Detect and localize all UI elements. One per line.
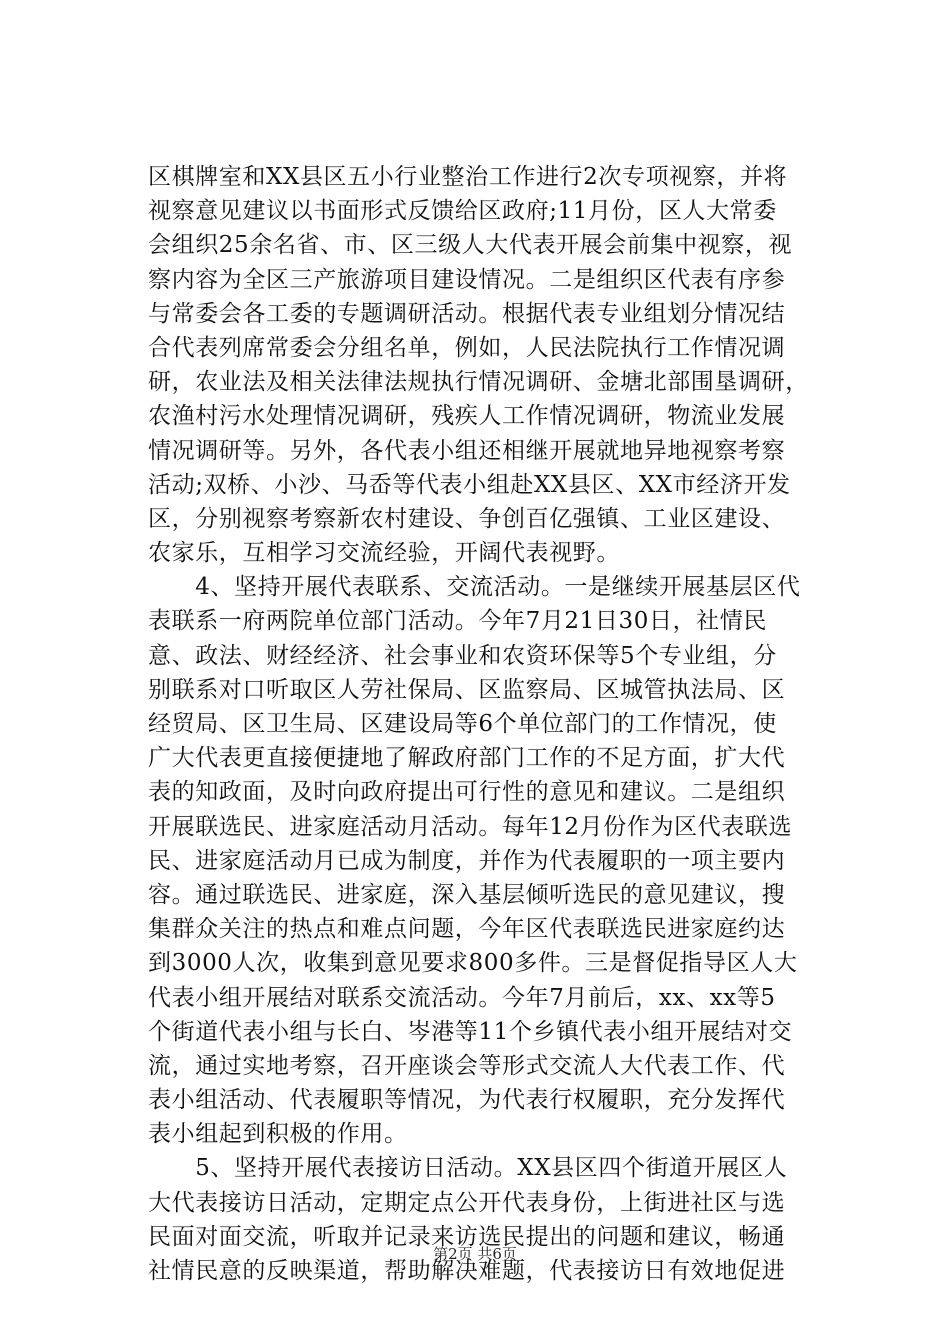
text-line: 民、进家庭活动月已成为制度，并作为代表履职的一项主要内: [148, 847, 786, 874]
text-line: 别联系对口听取区人劳社保局、区监察局、区城管执法局、区: [148, 676, 786, 703]
text-line: 开展联选民、进家庭活动月活动。每年12月份作为区代表联选: [148, 813, 793, 840]
text-line: 意、政法、财经经济、社会事业和农资环保等5个专业组，分: [148, 642, 777, 669]
text-line: 察内容为全区三产旅游项目建设情况。二是组织区代表有序参: [148, 266, 786, 293]
text-line: 4、坚持开展代表联系、交流活动。一是继续开展基层区代: [148, 574, 801, 601]
text-line: 集群众关注的热点和难点问题，今年区代表联选民进家庭约达: [148, 916, 786, 943]
text-line: 社情民意的反映渠道，帮助解决难题，代表接访日有效地促进: [148, 1258, 786, 1284]
text-line: 代表小组开展结对联系交流活动。今年7月前后，xx、xx等5: [148, 984, 776, 1011]
text-line: 到3000人次，收集到意见要求800多件。三是督促指导区人大: [148, 950, 798, 977]
page-footer: 第2页 共6页: [433, 1245, 517, 1263]
text-line: 农渔村污水处理情况调研，残疾人工作情况调研，物流业发展: [148, 403, 786, 430]
text-line: 容。通过联选民、进家庭，深入基层倾听选民的意见建议，搜: [148, 881, 786, 908]
text-line: 会组织25余名省、市、区三级人大代表开展会前集中视察，视: [148, 232, 793, 259]
text-line: 表的知政面，及时向政府提出可行性的意见和建议。二是组织: [148, 779, 786, 806]
text-line: 情况调研等。另外，各代表小组还相继开展就地异地视察考察: [148, 437, 786, 464]
text-line: 个街道代表小组与长白、岑港等11个乡镇代表小组开展结对交: [148, 1018, 793, 1045]
text-line: 区，分别视察考察新农村建设、争创百亿强镇、工业区建设、: [148, 505, 786, 532]
text-line: 与常委会各工委的专题调研活动。根据代表专业组划分情况结: [148, 300, 786, 327]
text-line: 广大代表更直接便捷地了解政府部门工作的不足方面，扩大代: [148, 745, 786, 772]
text-line: 农家乐，互相学习交流经验，开阔代表视野。: [148, 540, 620, 567]
text-line: 流，通过实地考察，召开座谈会等形式交流人大代表工作、代: [148, 1052, 786, 1079]
text-line: 大代表接访日活动，定期定点公开代表身份，上街进社区与选: [148, 1189, 786, 1216]
text-line: 表小组起到积极的作用。: [148, 1121, 408, 1148]
text-line: 活动;双桥、小沙、马岙等代表小组赴XX县区、XX市经济开发: [148, 471, 791, 498]
text-line: 经贸局、区卫生局、区建设局等6个单位部门的工作情况，使: [148, 711, 777, 737]
text-line: 研，农业法及相关法律法规执行情况调研、金塘北部围垦调研，: [148, 369, 809, 396]
text-line: 视察意见建议以书面形式反馈给区政府;11月份，区人大常委: [148, 198, 777, 225]
text-line: 表联系一府两院单位部门活动。今年7月21日30日，社情民: [148, 608, 767, 635]
document-body: [148, 160, 820, 1288]
text-line: 5、坚持开展代表接访日活动。XX县区四个街道开展区人: [148, 1155, 788, 1182]
text-line: 民面对面交流，听取并记录来访选民提出的问题和建议，畅通: [148, 1223, 786, 1250]
text-line: 区棋牌室和XX县区五小行业整治工作进行2次专项视察，并将: [148, 164, 788, 190]
text-line: 合代表列席常委会分组名单，例如，人民法院执行工作情况调: [148, 334, 786, 361]
text-line: 表小组活动、代表履职等情况，为代表行权履职，充分发挥代: [148, 1087, 786, 1114]
